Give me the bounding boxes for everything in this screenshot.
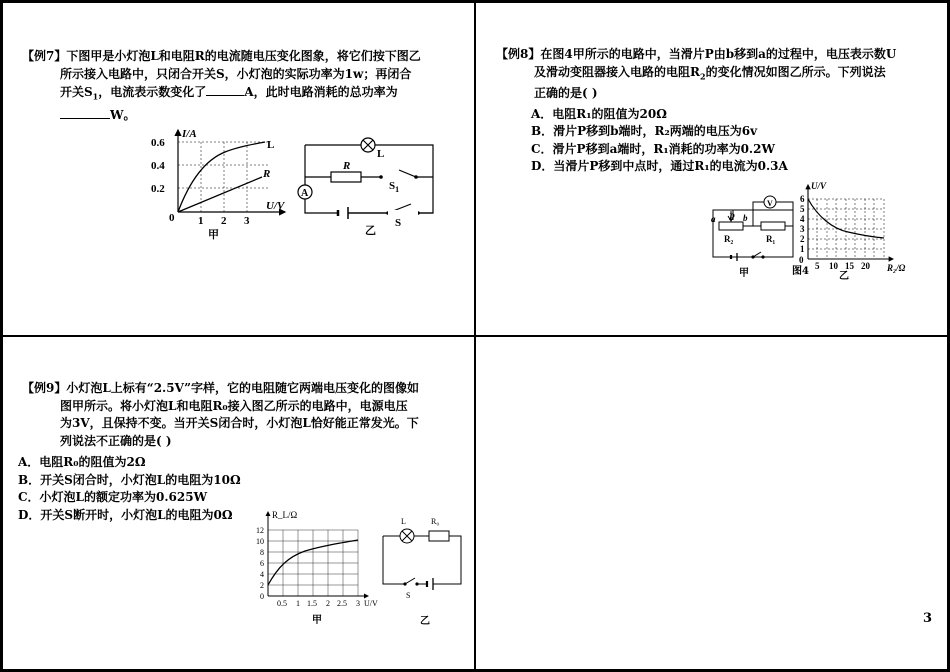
q8-label-p: P <box>729 212 735 222</box>
q9-option-d[interactable]: D．开关S断开时，小灯泡L的电阻为0Ω <box>18 507 233 522</box>
q8-xtick: 20 <box>861 261 870 271</box>
q8-ytick: 6 <box>800 194 805 204</box>
q7-xlabel: U/V <box>266 200 285 212</box>
q9-option-c[interactable]: C．小灯泡L的额定功率为0.625W <box>18 490 208 504</box>
q8-label-a: a <box>711 214 716 224</box>
page-number: 3 <box>922 611 932 626</box>
q7-resistor-label: R <box>343 160 351 172</box>
q9-resistor-label: R₀ <box>431 517 440 526</box>
horizontal-divider <box>0 335 950 337</box>
q8-line1: 【例8】在图4甲所示的电路中，当滑片P由b移到a的过程中，电压表示数U <box>496 47 897 61</box>
q7-graph-jia <box>150 125 300 240</box>
q8-ytick: 4 <box>800 214 805 224</box>
q8-label-r1: R₁ <box>766 234 776 244</box>
q7-curve-L <box>178 142 265 212</box>
q9-option-a[interactable]: A．电阻R₀的阻值为2Ω <box>18 455 146 469</box>
q9-ylabel: R_L/Ω <box>272 510 298 520</box>
q7-line2: 所示接入电路中，只闭合开关S，小灯泡的实际功率为1w；再闭合 <box>60 66 412 81</box>
q8-ytick: 3 <box>800 224 805 234</box>
q9-caption-yi: 乙 <box>420 616 430 627</box>
q8-figure-label: 图4 <box>792 266 809 277</box>
q7-xtick: 3 <box>244 215 250 227</box>
q9-switch-label: S <box>406 591 411 600</box>
q7-ammeter-label: A <box>301 188 309 199</box>
q8-graph-yi <box>793 177 918 282</box>
q9-xtick: 0.5 <box>277 599 287 608</box>
q7-ytick: 0.6 <box>151 137 165 149</box>
q9-xtick: 2 <box>326 599 330 608</box>
q9-ytick: 2 <box>260 581 264 590</box>
q7-curve-R <box>178 177 262 212</box>
q9-line3: 为3V，且保持不变。当开关S闭合时，小灯泡L恰好能正常发光。下 <box>60 416 419 430</box>
question-8 <box>496 46 936 176</box>
question-9 <box>18 380 467 524</box>
q9-ytick: 6 <box>260 559 264 568</box>
q8-line2: 及滑动变阻器接入电路的电阻$R_2$的变化情况如图乙所示。下列说法 <box>534 64 886 81</box>
q7-lamp-label: L <box>377 148 385 160</box>
q7-ylabel: I/A <box>182 128 197 140</box>
q7-circuit-yi <box>293 130 443 235</box>
q9-xlabel: U/V <box>364 599 378 608</box>
q9-line4: 列说法不正确的是( ) <box>60 433 172 448</box>
q8-ytick: 5 <box>800 204 805 214</box>
q7-xtick: 1 <box>198 215 204 227</box>
q8-xtick: 5 <box>815 261 820 271</box>
q9-ytick: 12 <box>256 526 264 535</box>
q7-line3: 开关$S_1$，电流表示数变化了 A，此时电路消耗的总功率为 <box>60 85 398 102</box>
q8-caption-jia: 甲 <box>739 268 749 279</box>
q8-xtick: 10 <box>829 261 838 271</box>
q8-xlabel: R₂/Ω <box>887 263 906 273</box>
q8-option-a[interactable]: A．电阻R₁的阻值为20Ω <box>531 106 667 121</box>
q8-xtick: 15 <box>845 261 854 271</box>
q9-ytick: 8 <box>260 548 264 557</box>
q7-ytick: 0.2 <box>151 183 165 195</box>
q7-line4: W。 <box>22 106 462 125</box>
q7-blank-2[interactable] <box>60 106 110 119</box>
q9-lamp-label: L <box>401 517 406 526</box>
q8-caption-yi: 乙 <box>839 271 849 282</box>
q7-line1: 【例7】下图甲是小灯泡L和电阻R的电流随电压变化图象，将它们按下图乙 <box>22 49 421 63</box>
q9-ytick: 4 <box>260 570 264 579</box>
q8-ytick: 1 <box>800 244 805 254</box>
q7-blank-1[interactable] <box>206 83 244 96</box>
q8-label-b: b <box>743 213 748 223</box>
q9-xtick: 2.5 <box>337 599 347 608</box>
q9-caption-jia: 甲 <box>312 615 322 626</box>
q9-xtick: 3 <box>356 599 360 608</box>
q9-line2: 图甲所示。将小灯泡L和电阻R₀接入图乙所示的电路中，电源电压 <box>60 398 408 413</box>
q9-xtick: 1.5 <box>307 599 317 608</box>
q9-line1: 【例9】小灯泡L上标有“2.5V”字样，它的电阻随它两端电压变化的图像如 <box>22 381 420 395</box>
q8-origin: 0 <box>799 255 804 265</box>
q8-option-b[interactable]: B．滑片P移到b端时，R₂两端的电压为6v <box>531 124 758 139</box>
q7-label-R: R <box>263 168 271 180</box>
q8-ylabel: U/V <box>811 181 827 191</box>
q9-xtick: 1 <box>296 599 300 608</box>
q7-switch-s-label: S <box>395 217 402 229</box>
q7-xtick: 2 <box>221 215 227 227</box>
q7-label-L: L <box>267 139 275 151</box>
q8-option-c[interactable]: C．滑片P移到a端时，R₁消耗的功率为0.2W <box>531 141 775 156</box>
q8-voltmeter-label: V <box>767 199 773 208</box>
q9-origin: 0 <box>260 592 264 601</box>
q9-ytick: 10 <box>256 537 264 546</box>
q9-graph-jia <box>250 505 385 627</box>
question-7 <box>22 48 462 124</box>
q8-circuit-jia <box>703 192 801 282</box>
q8-line3: 正确的是( ) <box>534 86 598 101</box>
q7-caption-yi: 乙 <box>365 225 376 235</box>
q7-caption-jia: 甲 <box>208 229 219 240</box>
q7-origin: 0 <box>169 212 175 224</box>
q8-ytick: 2 <box>800 234 805 244</box>
q9-option-b[interactable]: B．开关S闭合时，小灯泡L的电阻为10Ω <box>18 472 241 487</box>
q7-ytick: 0.4 <box>151 160 165 172</box>
q8-option-d[interactable]: D．当滑片P移到中点时，通过R₁的电流为0.3A <box>531 159 788 174</box>
q8-label-r2: R₂ <box>724 234 734 244</box>
q9-circuit-yi <box>373 512 473 630</box>
q7-switch-s1-label: $S_1$ <box>389 180 400 194</box>
